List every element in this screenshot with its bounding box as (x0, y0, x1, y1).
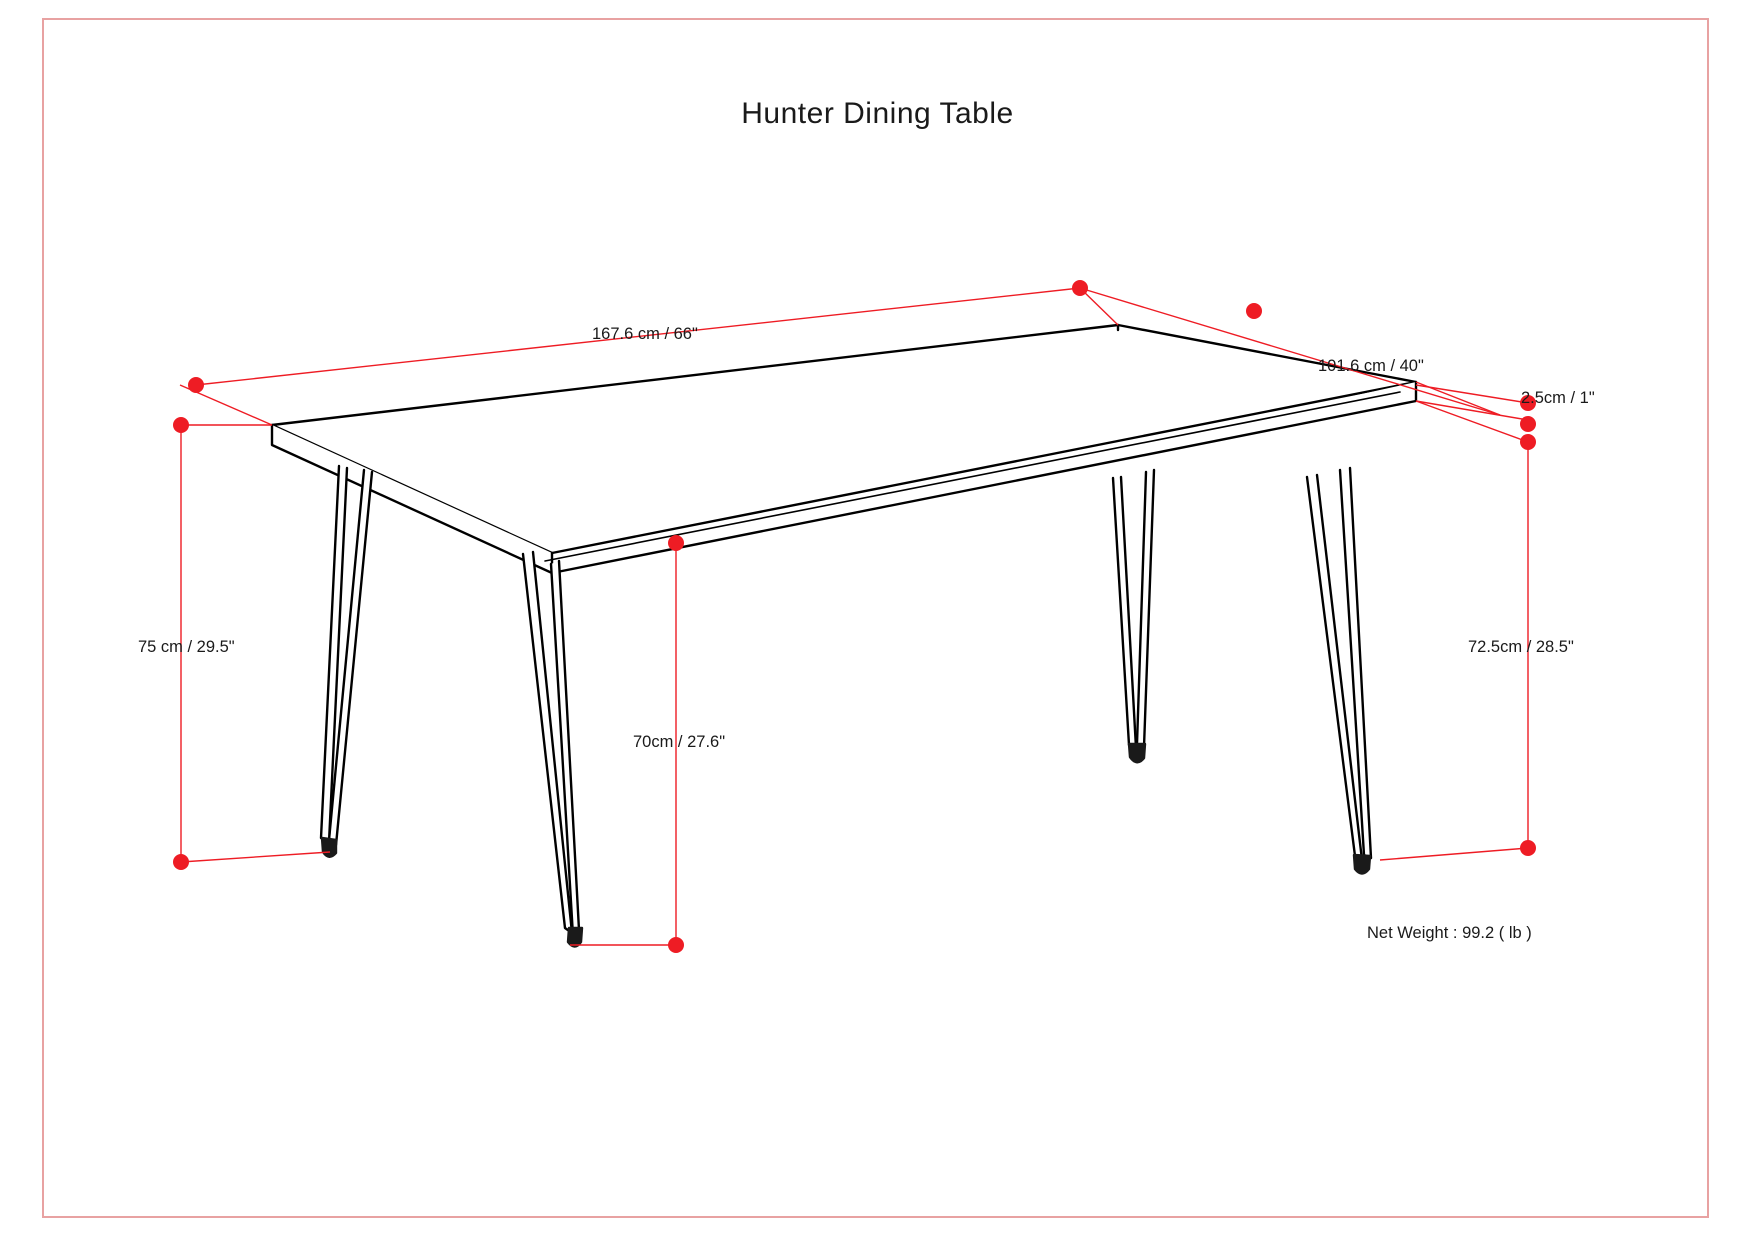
dimension-label-height-left: 75 cm / 29.5" (138, 638, 235, 656)
dimpoint-leg-center-top (668, 535, 684, 551)
dimpoint-width-left-end (1246, 303, 1262, 319)
dimension-label-height-right: 72.5cm / 28.5" (1468, 638, 1574, 656)
dimension-label-depth: 101.6 cm / 40" (1318, 357, 1424, 375)
table-illustration (272, 325, 1416, 947)
leg-back-right (1113, 470, 1154, 762)
dimension-label-leg-height: 70cm / 27.6" (633, 733, 726, 751)
leg-back-left (321, 466, 372, 857)
extline-height-right-bottom (1380, 848, 1528, 860)
dimpoint-height-right-bottom (1520, 840, 1536, 856)
extline-height-left-bottom (181, 852, 330, 862)
dimpoint-height-left-top (173, 417, 189, 433)
dimpoint-thickness-bottom (1520, 434, 1536, 450)
dimpoint-height-left-bottom (173, 854, 189, 870)
leg-front-left (523, 552, 582, 947)
dimpoint-depth-right (1520, 416, 1536, 432)
dimension-label-top-thickness: 2.5cm / 1" (1521, 389, 1595, 407)
net-weight-label: Net Weight : 99.2 ( lb ) (1367, 924, 1532, 942)
leg-front-right (1307, 468, 1371, 874)
page-title: Hunter Dining Table (741, 97, 1014, 130)
dimpoint-width-right (1072, 280, 1088, 296)
dimpoint-leg-center-bottom (668, 937, 684, 953)
dimpoint-back-left-top (188, 377, 204, 393)
dimension-label-width: 167.6 cm / 66" (592, 325, 698, 343)
